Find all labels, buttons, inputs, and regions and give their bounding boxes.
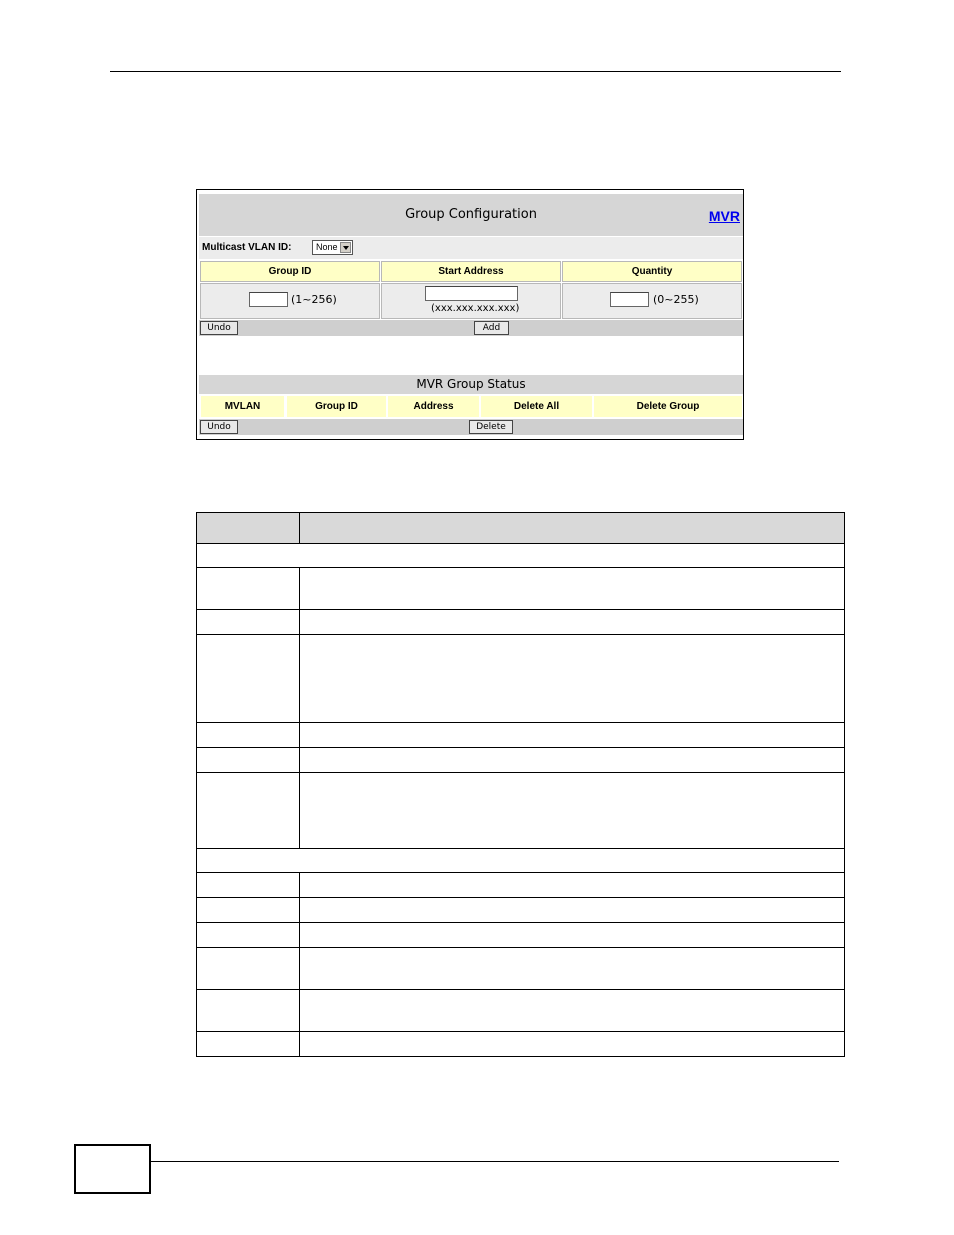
table-cell bbox=[300, 1032, 845, 1057]
chevron-down-icon[interactable] bbox=[340, 242, 351, 253]
table-row bbox=[197, 923, 845, 948]
table-cell bbox=[197, 898, 300, 923]
start-address-cell bbox=[381, 283, 561, 319]
multicast-vlan-label: Multicast VLAN ID: bbox=[202, 242, 292, 253]
table-row bbox=[197, 773, 845, 849]
col-header-delete-all: Delete All bbox=[481, 396, 592, 417]
add-button[interactable]: Add bbox=[474, 321, 509, 335]
table-row bbox=[197, 990, 845, 1032]
table-cell bbox=[197, 635, 300, 723]
table-cell bbox=[197, 513, 300, 544]
title-bar bbox=[199, 194, 743, 236]
table-cell bbox=[300, 948, 845, 990]
start-address-hint: (xxx.xxx.xxx.xxx) bbox=[431, 303, 520, 314]
table-cell bbox=[300, 898, 845, 923]
table-header-row bbox=[197, 513, 845, 544]
table-cell bbox=[197, 849, 845, 873]
start-address-input[interactable] bbox=[425, 286, 518, 301]
header-rule bbox=[110, 71, 841, 72]
table-cell bbox=[197, 873, 300, 898]
table-cell bbox=[197, 948, 300, 990]
footer-rule bbox=[151, 1161, 839, 1162]
table-cell bbox=[300, 513, 845, 544]
table-row bbox=[197, 723, 845, 748]
table-row bbox=[197, 635, 845, 723]
table-cell bbox=[197, 990, 300, 1032]
table-row bbox=[197, 873, 845, 898]
table-cell bbox=[300, 748, 845, 773]
col-header-mvlan: MVLAN bbox=[201, 396, 284, 417]
col-header-quantity: Quantity bbox=[562, 261, 742, 282]
page-title: Group Configuration bbox=[405, 207, 537, 222]
table-cell bbox=[300, 568, 845, 610]
field-description-table bbox=[196, 512, 845, 1057]
table-cell bbox=[197, 723, 300, 748]
table-row bbox=[197, 748, 845, 773]
table-row bbox=[197, 948, 845, 990]
delete-button[interactable]: Delete bbox=[469, 420, 513, 434]
group-status-title: MVR Group Status bbox=[199, 375, 743, 394]
table-row bbox=[197, 1032, 845, 1057]
col-header-address: Address bbox=[388, 396, 479, 417]
table-row bbox=[197, 610, 845, 635]
table-cell bbox=[197, 748, 300, 773]
mvr-link[interactable]: MVR bbox=[708, 208, 740, 224]
quantity-cell bbox=[562, 283, 742, 319]
undo-config-button[interactable]: Undo bbox=[200, 321, 238, 335]
multicast-vlan-row bbox=[199, 237, 743, 259]
col-header-delete-group: Delete Group bbox=[594, 396, 742, 417]
table-cell bbox=[300, 773, 845, 849]
table-cell bbox=[300, 723, 845, 748]
table-cell bbox=[300, 635, 845, 723]
col-header-status-group-id: Group ID bbox=[287, 396, 386, 417]
table-cell bbox=[197, 773, 300, 849]
group-configuration-panel bbox=[196, 189, 744, 440]
table-row bbox=[197, 568, 845, 610]
table-cell bbox=[197, 544, 845, 568]
table-row bbox=[197, 898, 845, 923]
config-button-bar bbox=[199, 320, 743, 336]
table-cell bbox=[197, 610, 300, 635]
table-section-row bbox=[197, 849, 845, 873]
table-cell bbox=[300, 923, 845, 948]
group-id-range: (1~256) bbox=[291, 293, 337, 306]
multicast-vlan-select[interactable] bbox=[312, 240, 353, 255]
col-header-group-id: Group ID bbox=[200, 261, 380, 282]
group-id-cell bbox=[200, 283, 380, 319]
undo-status-button[interactable]: Undo bbox=[200, 420, 238, 434]
table-section-row bbox=[197, 544, 845, 568]
multicast-vlan-value: None bbox=[316, 242, 338, 252]
quantity-range: (0~255) bbox=[653, 293, 699, 306]
table-cell bbox=[197, 1032, 300, 1057]
table-cell bbox=[300, 873, 845, 898]
table-cell bbox=[197, 923, 300, 948]
group-id-input[interactable] bbox=[249, 292, 288, 307]
quantity-input[interactable] bbox=[610, 292, 649, 307]
table-cell bbox=[300, 990, 845, 1032]
status-button-bar bbox=[199, 419, 743, 435]
table-cell bbox=[197, 568, 300, 610]
table-cell bbox=[300, 610, 845, 635]
col-header-start-address: Start Address bbox=[381, 261, 561, 282]
page-number-box bbox=[74, 1144, 151, 1194]
